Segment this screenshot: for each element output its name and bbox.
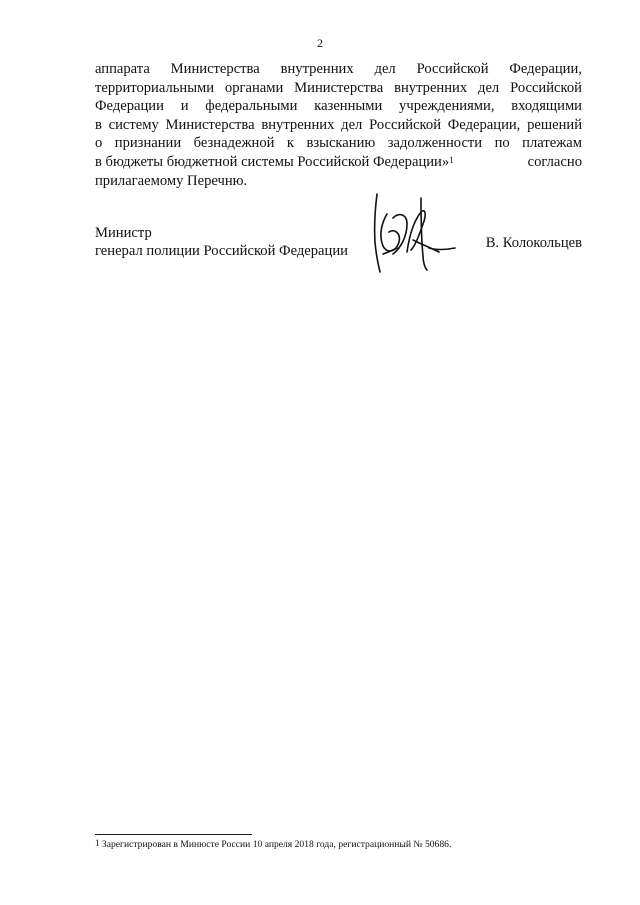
body-line-7: прилагаемому Перечню. (95, 172, 248, 189)
footnote-reference[interactable]: 1 (449, 154, 454, 165)
body-paragraph (95, 60, 582, 190)
page-number: 2 (317, 36, 323, 50)
body-line-1: аппарата Министерства внутренних дел Российской Федерации, (95, 61, 582, 77)
body-line-6-text: в бюджеты бюджетной системы Российской Федерации»$^1$ (95, 153, 454, 170)
signatory-role: Министр (95, 225, 152, 241)
footnote (95, 839, 582, 851)
body-line-6 (95, 153, 582, 172)
body-line-3: Федерации и федеральными казенными учреждениями, входящими (95, 98, 582, 115)
signatory-name: В. Колокольцев (485, 235, 582, 251)
footnote-separator (95, 834, 252, 835)
signatory-title: генерал полиции Российской Федерации (95, 243, 348, 259)
body-line-4: в систему Министерства внутренних дел Российской Федерации, решений (95, 116, 582, 133)
body-line-6-tail: согласно (527, 153, 582, 170)
footnote-text: Зарегистрирован в Минюсте России 10 апреля 2018 года, регистрационный № 50686. (101, 839, 452, 850)
handwritten-signature (363, 190, 463, 274)
body-line-5: о признании безнадежной к взысканию задолженности по платежам (95, 135, 582, 152)
body-line-2: территориальными органами Министерства внутренних дел Российской (95, 79, 582, 96)
footnote-mark: 1 (95, 838, 100, 848)
